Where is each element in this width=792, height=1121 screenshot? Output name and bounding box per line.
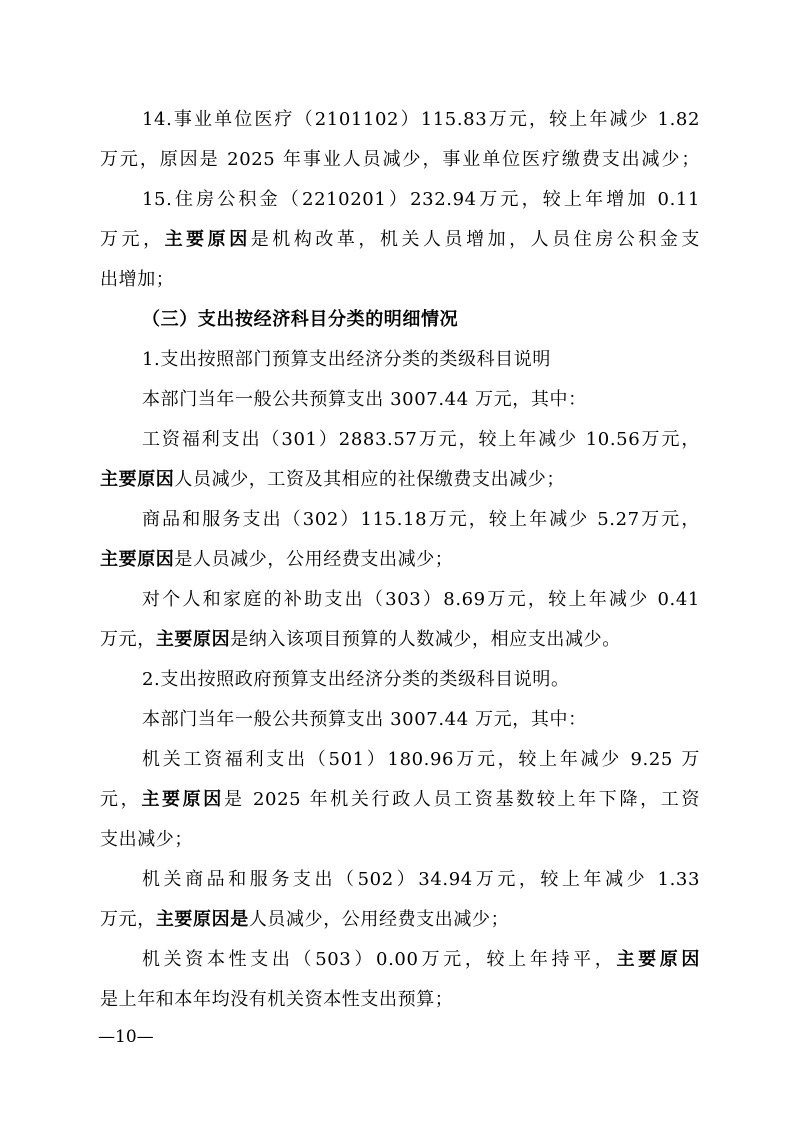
paragraph-line: 机关工资福利支出（501）180.96万元，较上年减少 9.25 万 xyxy=(142,749,700,770)
paragraph-line: 元，主要原因是 2025 年机关行政人员工资基数较上年下降，工资 xyxy=(100,789,701,810)
paragraph-line: 万元，主要原因是纳入该项目预算的人数减少，相应支出减少。 xyxy=(100,629,621,650)
emphasis-text: 主要原因 xyxy=(616,949,701,970)
paragraph-line: 工资福利支出（301）2883.57万元，较上年减少 10.56万元， xyxy=(142,429,700,450)
paragraph-line: 商品和服务支出（302）115.18万元，较上年减少 5.27万元， xyxy=(142,509,700,530)
paragraph-line: 本部门当年一般公共预算支出 3007.44 万元，其中： xyxy=(142,389,587,410)
paragraph-line: 万元，主要原因是机构改革，机关人员增加，人员住房公积金支 xyxy=(100,229,700,250)
section-heading: （三）支出按经济科目分类的明细情况 xyxy=(142,309,459,330)
paragraph-line: 14.事业单位医疗（2101102）115.83万元，较上年减少 1.82 xyxy=(142,109,700,130)
emphasis-text: 主要原因 xyxy=(141,789,224,810)
paragraph-line: 机关商品和服务支出（502）34.94万元，较上年减少 1.33 xyxy=(142,869,700,890)
page-number: —10— xyxy=(98,1027,154,1047)
paragraph-line: 万元，原因是 2025 年事业人员减少，事业单位医疗缴费支出减少； xyxy=(100,149,700,170)
emphasis-text: 主要原因 xyxy=(100,469,175,490)
paragraph-line: 机关资本性支出（503）0.00万元，较上年持平，主要原因 xyxy=(142,949,701,970)
paragraph-line: 15.住房公积金（2210201）232.94万元，较上年增加 0.11 xyxy=(142,189,700,210)
paragraph-line: 支出减少； xyxy=(100,829,193,850)
paragraph-line: 主要原因是人员减少，公用经费支出减少； xyxy=(100,549,454,570)
emphasis-text: 主要原因 xyxy=(164,229,251,250)
subsection-heading: 2.支出按照政府预算支出经济分类的类级科目说明。 xyxy=(142,669,570,690)
paragraph-line: 是上年和本年均没有机关资本性支出预算； xyxy=(100,989,454,1010)
emphasis-text: 主要原因 xyxy=(100,549,175,570)
subsection-heading: 1.支出按照部门预算支出经济分类的类级科目说明 xyxy=(142,349,551,370)
paragraph-line: 本部门当年一般公共预算支出 3007.44 万元，其中： xyxy=(142,709,587,730)
paragraph-line: 主要原因人员减少，工资及其相应的社保缴费支出减少； xyxy=(100,469,566,490)
emphasis-text: 主要原因是 xyxy=(155,909,249,930)
paragraph-line: 万元，主要原因是人员减少，公用经费支出减少； xyxy=(100,909,510,930)
emphasis-text: 主要原因 xyxy=(155,629,231,650)
paragraph-line: 对个人和家庭的补助支出（303）8.69万元，较上年减少 0.41 xyxy=(142,589,700,610)
paragraph-line: 出增加； xyxy=(100,269,175,290)
